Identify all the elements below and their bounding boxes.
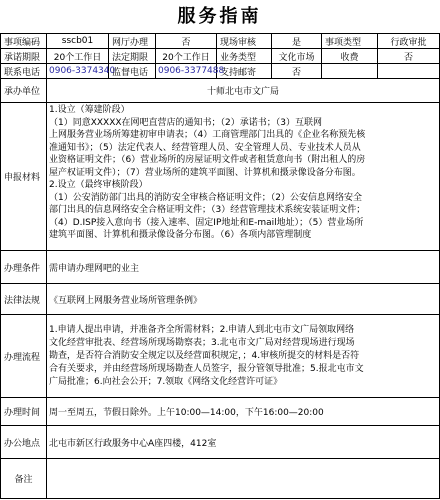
process-line: 文化经营审批表、经营场所现场勘察表；3.北屯市文广局对经营现场进行现场	[49, 337, 355, 348]
table-row	[1, 103, 440, 251]
materials-line: 准通知书》；（5）法定代表人、经营管理人员、安全管理人员、专业技术人员从	[49, 142, 361, 153]
conditions-value: 需申请办理网吧的业主	[47, 251, 440, 284]
address-label: 办公地点	[1, 426, 47, 459]
unit-label: 承办单位	[1, 79, 47, 103]
table-row	[1, 459, 440, 499]
materials-line: （1）公安消防部门出具的消防安全审核合格证明文件；（2）公安信息网络安全	[49, 192, 362, 203]
empty-cell	[322, 64, 378, 79]
service-guide-table	[0, 33, 440, 499]
table-row	[1, 426, 440, 459]
materials-line: 业资格证明文件；（6）营业场所的房屋证明文件或者租赁意向书（附出租人的房	[49, 155, 366, 165]
mail-support-value: 否	[272, 64, 322, 79]
fee-value: 否	[378, 49, 440, 64]
mail-support-label: 支持邮寄	[217, 64, 272, 79]
materials-line: 部门出具的信息网络安全合格证明文件；（3）经营管理技术系统安装证明文件；	[49, 205, 366, 215]
supervision-phone-label: 监督电话	[109, 64, 156, 79]
materials-line: 上网服务营业场所筹建初审申请表；（4）工商管理部门出具的《企业名称预先核	[49, 130, 366, 140]
materials-line: 2.设立（最终审核阶段）	[49, 180, 148, 190]
online-handling-value: 否	[156, 34, 217, 49]
page-title: 服务指南	[177, 6, 262, 27]
business-type-label: 业务类型	[217, 49, 272, 64]
law-value: 《互联网上网服务营业场所管理条例》	[47, 284, 440, 315]
promised-term-label: 承诺期限	[1, 49, 47, 64]
process-label: 办理流程	[1, 315, 47, 398]
table-row	[1, 284, 440, 315]
materials-line: 1.设立（筹建阶段）	[49, 105, 130, 115]
item-type-value: 行政审批	[378, 34, 440, 49]
table-row	[1, 49, 440, 64]
materials-line: 建筑平面图、计算机和摄录像设备分布图。（6）各项内部管理制度	[49, 230, 312, 240]
item-code-label: 事项编码	[1, 34, 47, 49]
materials-label: 申报材料	[1, 103, 47, 251]
materials-content	[47, 103, 440, 251]
supervision-phone-value: 0906-3377488	[156, 64, 217, 79]
item-type-label: 事项类型	[322, 34, 378, 49]
process-line: 广局批准；6.向社会公开；7.领取《网络文化经营许可证》	[49, 376, 283, 387]
table-row	[1, 251, 440, 284]
onsite-review-value: 是	[272, 34, 322, 49]
process-content	[47, 315, 440, 398]
business-type-value: 文化市场	[272, 49, 322, 64]
materials-line: （4）D.ISP接入意向书（接入速率、固定IP地址和E-mail地址）；（5）营业场所	[49, 217, 364, 228]
table-row	[1, 64, 440, 79]
law-label: 法律法规	[1, 284, 47, 315]
legal-term-value: 20个工作日	[156, 49, 217, 64]
remarks-value	[47, 459, 440, 499]
unit-value: 十师北屯市文广局	[47, 79, 440, 103]
promised-term-value: 20个工作日	[47, 49, 109, 64]
item-code-value: sscb01	[47, 34, 109, 49]
materials-line: （1）同意XXXXX在网吧直营店的通知书；（2）承诺书；（3）互联网	[49, 117, 323, 128]
table-row	[1, 315, 440, 398]
fee-label: 收费	[322, 49, 378, 64]
hours-value: 周一至周五，节假日除外。上午10:00—14:00，下午16:00—20:00	[47, 398, 440, 426]
hours-label: 办理时间	[1, 398, 47, 426]
empty-cell	[378, 64, 440, 79]
process-line: 勘查，是否符合消防安全规定以及经营面积规定，；4.审核所提交的材料是否符	[49, 350, 360, 361]
materials-line: 屋产权证明文件）；（7）营业场所的建筑平面图、计算机和摄录像设备分布图。	[49, 167, 361, 178]
conditions-label: 办理条件	[1, 251, 47, 284]
address-value: 北屯市新区行政服务中心A座四楼，412室	[47, 426, 440, 459]
legal-term-label: 法定期限	[109, 49, 156, 64]
contact-phone-value: 0906-3374340	[47, 64, 109, 79]
onsite-review-label: 现场审核	[217, 34, 272, 49]
remarks-label: 备注	[1, 459, 47, 499]
table-row	[1, 34, 440, 49]
table-row	[1, 79, 440, 103]
contact-phone-label: 联系电话	[1, 64, 47, 79]
table-row	[1, 398, 440, 426]
online-handling-label: 网厅办理	[109, 34, 156, 49]
process-line: 1.申请人提出申请，并准备齐全所需材料；2.申请人到北屯市文广局领取网络	[49, 324, 355, 335]
process-line: 合有关要求，并由经营场所现场勘查人员签字，报分管领导批准；5.报北屯市文	[49, 363, 364, 374]
